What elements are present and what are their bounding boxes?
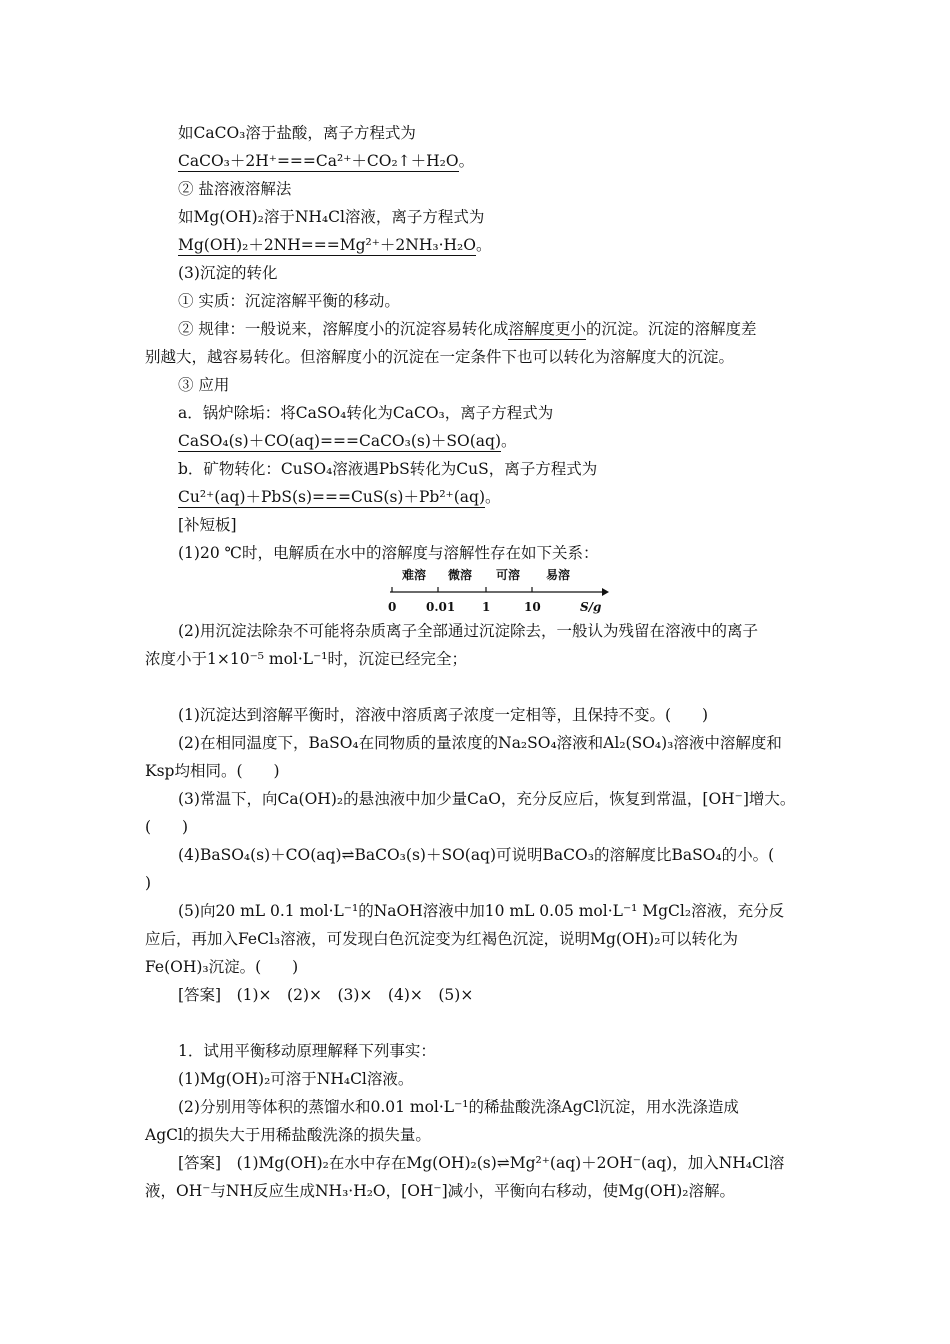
equation-line — [178, 151, 474, 171]
scale-unit: S/g — [580, 600, 602, 614]
text-line: ① 实质：沉淀溶解平衡的移动。 — [178, 292, 400, 310]
punctuation: 。 — [475, 236, 492, 254]
equation-mgoh2-nh4cl: Mg(OH)₂＋2NH===Mg²⁺＋2NH₃·H₂O — [178, 236, 476, 254]
judgment-item: (5)向20 mL 0.1 mol·L⁻¹的NaOH溶液中加10 mL 0.05 mol·L⁻¹ MgCl₂溶液，充分反 — [178, 902, 785, 920]
text-line: 如CaCO₃溶于盐酸，离子方程式为 — [178, 124, 416, 142]
question-title: 1．试用平衡移动原理解释下列事实： — [178, 1042, 436, 1060]
judgment-item: (1)沉淀达到溶解平衡时，溶液中溶质离子浓度一定相等，且保持不变。( ) — [178, 706, 709, 724]
text-line: a．锅炉除垢：将CaSO₄转化为CaCO₃，离子方程式为 — [178, 404, 554, 422]
equation-line — [178, 431, 517, 451]
text-line: b．矿物转化：CuSO₄溶液遇PbS转化为CuS，离子方程式为 — [178, 460, 598, 478]
text-line: ③ 应用 — [178, 376, 230, 394]
text-line: (3)沉淀的转化 — [178, 264, 278, 282]
underlined-answer: 溶解度更小 — [508, 320, 586, 338]
solubility-scale — [380, 566, 610, 612]
scale-tick: 0 — [388, 600, 397, 614]
text-line — [178, 319, 756, 339]
text-line: (1)Mg(OH)₂可溶于NH₄Cl溶液。 — [178, 1070, 414, 1088]
scale-label: 微溶 — [448, 568, 473, 582]
punctuation: 。 — [485, 488, 501, 506]
answer-line: [答案] (1)Mg(OH)₂在水中存在Mg(OH)₂(s)⇌Mg²⁺(aq)＋2OH⁻(aq)，加入NH₄Cl溶 — [178, 1154, 785, 1172]
text-line: (1)20 ℃时，电解质在水中的溶解度与溶解性存在如下关系： — [178, 544, 599, 562]
scale-tick: 1 — [482, 600, 491, 614]
scale-tick: 0.01 — [426, 600, 456, 614]
scale-axis — [380, 582, 610, 600]
judgment-item: ( ) — [145, 818, 189, 836]
judgment-item: (3)常温下，向Ca(OH)₂的悬浊液中加少量CaO，充分反应后，恢复到常温，[OH⁻]增大。 — [178, 790, 796, 808]
judgment-item: Fe(OH)₃沉淀。( ) — [145, 958, 299, 976]
text-line: ② 盐溶液溶解法 — [178, 180, 292, 198]
text-line: 别越大，越容易转化。但溶解度小的沉淀在一定条件下也可以转化为溶解度大的沉淀。 — [145, 348, 735, 366]
text-segment: 的沉淀。沉淀的溶解度差 — [585, 320, 757, 338]
scale-tick: 10 — [524, 600, 541, 614]
text-line: 浓度小于1×10⁻⁵ mol·L⁻¹时，沉淀已经完全； — [145, 650, 467, 668]
section-heading: [补短板] — [178, 516, 237, 534]
text-line: AgCl的损失大于用稀盐酸洗涤的损失量。 — [145, 1126, 431, 1144]
equation-line — [178, 235, 491, 255]
judgment-item: Ksp均相同。( ) — [145, 762, 280, 780]
scale-label: 难溶 — [402, 568, 427, 582]
judgment-item: ) — [145, 874, 152, 892]
scale-label: 可溶 — [496, 568, 521, 582]
equation-caco3-hcl: CaCO₃＋2H⁺===Ca²⁺＋CO₂↑＋H₂O — [178, 152, 459, 170]
judgment-item: (4)BaSO₄(s)＋CO(aq)⇌BaCO₃(s)＋SO(aq)可说明BaCO₃的溶解度比BaSO₄的小。( — [178, 846, 775, 864]
judgment-item: (2)在相同温度下，BaSO₄在同物质的量浓度的Na₂SO₄溶液和Al₂(SO₄)₃溶液中溶解度和 — [178, 734, 782, 752]
text-segment: ② 规律：一般说来，溶解度小的沉淀容易转化成 — [178, 320, 509, 338]
answer-line: [答案] (1)× (2)× (3)× (4)× (5)× — [178, 986, 474, 1004]
text-line: 如Mg(OH)₂溶于NH₄Cl溶液，离子方程式为 — [178, 208, 485, 226]
text-line: (2)用沉淀法除杂不可能将杂质离子全部通过沉淀除去，一般认为残留在溶液中的离子 — [178, 622, 758, 640]
text-line: (2)分别用等体积的蒸馏水和0.01 mol·L⁻¹的稀盐酸洗涤AgCl沉淀，用水洗涤造成 — [178, 1098, 739, 1116]
equation-line — [178, 487, 501, 507]
judgment-item: 应后，再加入FeCl₃溶液，可发现白色沉淀变为红褐色沉淀，说明Mg(OH)₂可以转化为 — [145, 930, 738, 948]
equation-cu-pbs: Cu²⁺(aq)＋PbS(s)===CuS(s)＋Pb²⁺(aq) — [178, 488, 485, 506]
answer-line: 液，OH⁻与NH反应生成NH₃·H₂O，[OH⁻]减小，平衡向右移动，使Mg(OH)₂溶解。 — [145, 1182, 735, 1200]
punctuation: 。 — [458, 152, 475, 170]
punctuation: 。 — [501, 432, 517, 450]
scale-label: 易溶 — [546, 568, 571, 582]
equation-caso4-caco3: CaSO₄(s)＋CO(aq)===CaCO₃(s)＋SO(aq) — [178, 432, 501, 450]
